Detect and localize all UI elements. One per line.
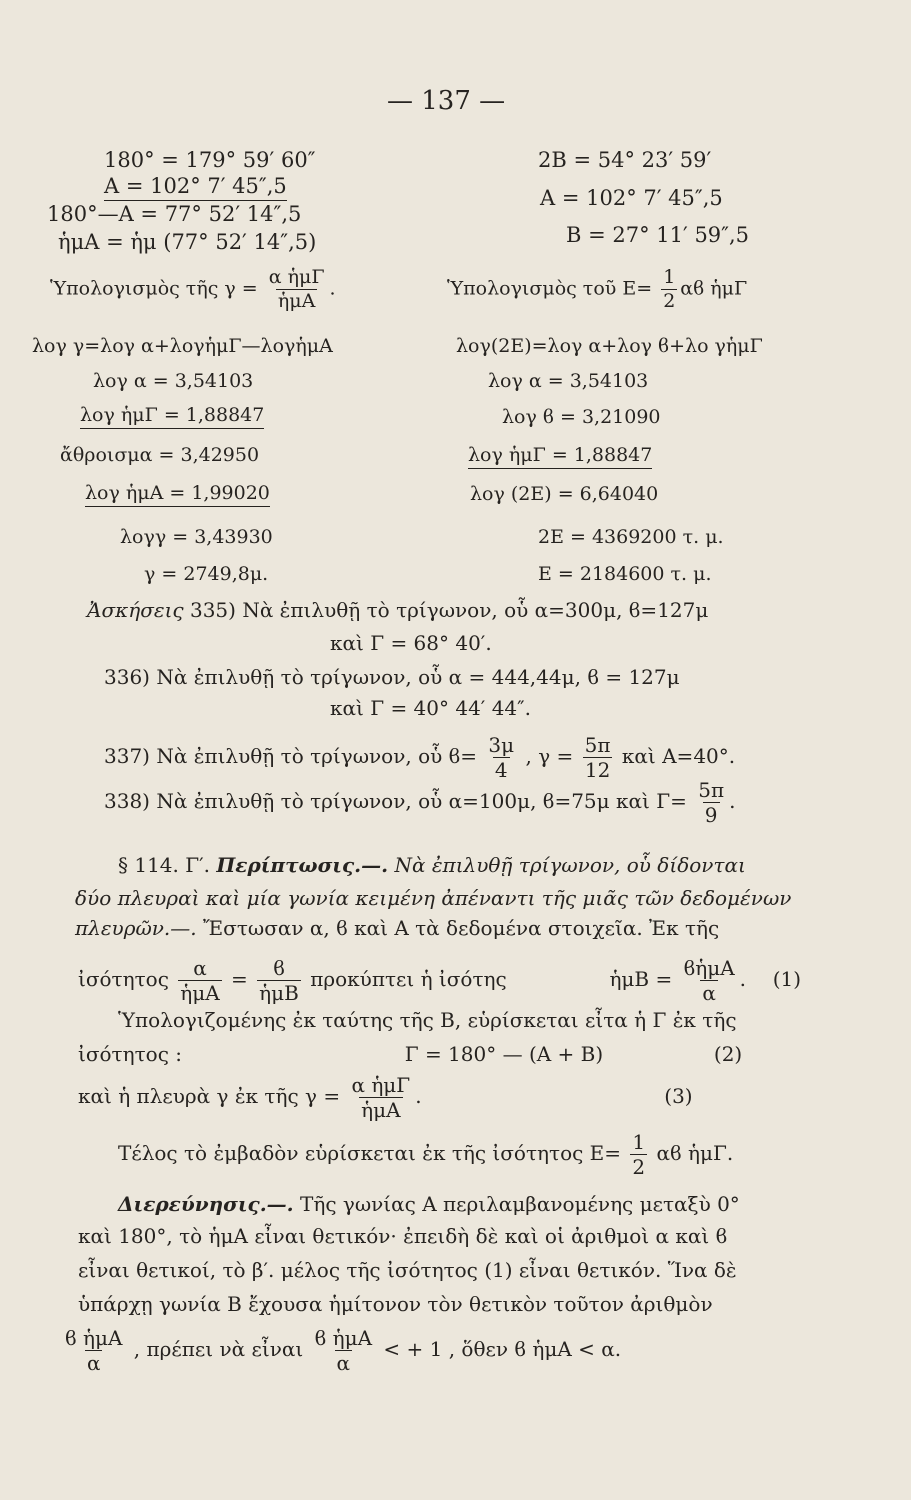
fraction-numerator: 1 — [632, 1130, 646, 1154]
right-heading-end: αϐ ἡμΓ — [680, 277, 748, 300]
fraction-denominator: α — [702, 981, 716, 1005]
fraction-denominator: 9 — [704, 803, 718, 827]
equation-1-equals: = — [231, 967, 248, 991]
exercise-338-text: 338) Νὰ ἐπιλυθῇ τὸ τρίγωνον, οὗ α=100μ, ϐ=75μ καὶ Γ= — [104, 789, 687, 813]
exercise-338 — [104, 780, 832, 825]
fraction-denominator: ἡμA — [277, 290, 316, 312]
fraction-numerator: 5π — [584, 733, 611, 757]
exercises-label: Ἀσκήσεις — [87, 598, 184, 622]
section-line-3 — [75, 918, 803, 938]
discussion-line-5-text: , πρέπει νὰ εἶναι — [133, 1337, 304, 1361]
fraction-denominator: 12 — [584, 758, 611, 782]
discussion-line-5-end: < + 1 , ὅθεν ϐ ἡμA < α. — [383, 1337, 622, 1361]
left-log-4: λογ ἡμA = 1,99020 — [85, 484, 270, 507]
fraction-denominator: 4 — [494, 758, 508, 782]
discussion-line-5 — [60, 1328, 788, 1373]
section-number: § 114. Γ′. — [118, 853, 211, 877]
fraction-denominator: ἡμA — [361, 1098, 401, 1122]
exercise-338-fraction — [696, 780, 726, 825]
exercise-337-text-3: καὶ A=40°. — [621, 744, 736, 768]
fraction-denominator: α — [336, 1351, 351, 1375]
left-log-5: λογγ = 3,43930 — [120, 526, 273, 548]
fraction-numerator: ϐ ἡμA — [314, 1326, 373, 1350]
exercise-338-end: . — [729, 789, 736, 813]
section-line-7-text: καὶ ἡ πλευρὰ γ ἐκ τῆς γ = — [78, 1084, 341, 1108]
discussion-fraction-1 — [63, 1328, 124, 1373]
right-log-2: λογ ϐ = 3,21090 — [502, 406, 661, 428]
section-line-5: Ὑπολογιζομένης ἐκ ταύτης τῆς B, εὑρίσκεται εἶτα ἡ Γ ἐκ τῆς — [118, 1008, 737, 1032]
section-title: Περίπτωσις.—. — [216, 853, 389, 877]
fraction-numerator: α ἡμΓ — [268, 266, 325, 288]
fraction-denominator: 2 — [632, 1155, 646, 1179]
section-heading-rest: Νὰ ἐπιλυθῇ τρίγωνον, οὗ δίδονται — [394, 853, 746, 877]
equation-1 — [78, 958, 806, 1003]
right-log-6: E = 2184600 τ. μ. — [538, 563, 712, 585]
right-heading-text: Ὑπολογισμὸς τοῦ E= — [447, 277, 653, 300]
discussion-line-1-text: Τῆς γωνίας A περιλαμβανομένης μεταξὺ 0° — [300, 1192, 740, 1216]
fraction-denominator: α — [86, 1351, 101, 1375]
right-row-1: 2B = 54° 23′ 59′ — [538, 148, 712, 172]
exercise-336: 336) Νὰ ἐπιλυθῇ τὸ τρίγωνον, οὗ α = 444,44μ, ϐ = 127μ — [104, 665, 680, 689]
fraction-denominator: ἡμA — [180, 981, 220, 1005]
section-line-8-text: Τέλος τὸ ἐμβαδὸν εὑρίσκεται ἐκ τῆς ἰσότητος E= — [118, 1141, 622, 1165]
section-line-3-text: Ἔστωσαν α, ϐ καὶ A τὰ δεδομένα στοιχεῖα. Ἐκ τῆς — [203, 916, 720, 940]
left-row-2: A = 102° 7′ 45″,5 — [104, 176, 287, 201]
right-heading-fraction — [661, 268, 677, 311]
section-line-6 — [78, 1044, 806, 1064]
right-row-2: A = 102° 7′ 45″,5 — [540, 186, 723, 210]
equation-3-number: (3) — [664, 1084, 693, 1108]
left-heading-fraction — [267, 268, 327, 311]
discussion-line-1 — [118, 1194, 846, 1214]
fraction-numerator: ϐ — [273, 956, 285, 980]
exercise-337-fraction-2 — [583, 735, 613, 780]
section-line-8 — [118, 1132, 846, 1177]
section-heading — [118, 855, 846, 875]
fraction-numerator: α ἡμΓ — [351, 1073, 411, 1097]
left-heading-end: . — [329, 277, 336, 300]
fraction-numerator: 1 — [663, 266, 676, 288]
fraction-denominator: 2 — [663, 290, 676, 312]
discussion-line-4: ὑπάρχῃ γωνία B ἔχουσα ἡμίτονον τὸν θετικὸν τοῦτον ἀριθμὸν — [78, 1292, 713, 1316]
left-log-3: ἄθροισμα = 3,42950 — [60, 444, 260, 466]
equation-1-fraction-1 — [178, 958, 221, 1003]
equation-1-number: (1) — [772, 967, 802, 991]
equation-2: Γ = 180° — (A + B) — [404, 1042, 604, 1066]
left-log-2: λογ ἡμΓ = 1,88847 — [80, 406, 264, 429]
left-equation: λογ γ=λογ α+λογἡμΓ—λογἡμA — [32, 335, 333, 357]
equation-1-label: ἰσότητος — [78, 967, 169, 991]
section-line-6-label: ἰσότητος : — [78, 1042, 182, 1066]
fraction-numerator: α — [193, 956, 207, 980]
discussion-line-2: καὶ 180°, τὸ ἡμA εἶναι θετικόν· ἐπειδὴ δὲ καὶ οἱ ἀριθμοὶ α καὶ ϐ — [78, 1224, 728, 1248]
right-log-4: λογ (2E) = 6,64040 — [470, 483, 659, 505]
equation-1-text: προκύπτει ἡ ἰσότης — [310, 967, 507, 991]
equation-2-number: (2) — [713, 1042, 743, 1066]
left-row-3: 180°—A = 77° 52′ 14″,5 — [47, 202, 302, 226]
exercise-337-text: 337) Νὰ ἐπιλυθῇ τὸ τρίγωνον, οὗ ϐ= — [104, 744, 478, 768]
fraction-denominator: ἡμB — [259, 981, 299, 1005]
fraction-numerator: 5π — [698, 778, 725, 802]
exercise-335-cont: καὶ Γ = 68° 40′. — [330, 631, 492, 655]
left-log-1: λογ α = 3,54103 — [93, 370, 254, 392]
discussion-label: Διερεύνησις.—. — [118, 1192, 294, 1216]
section-line-3-italic: πλευρῶν.—. — [75, 916, 197, 940]
left-row-1: 180° = 179° 59′ 60″ — [104, 148, 316, 172]
left-heading — [50, 268, 336, 311]
section-line-2: δύο πλευραὶ καὶ μία γωνία κειμένη ἀπέναντι τῆς μιᾶς τῶν δεδομένων — [75, 886, 792, 910]
equation-3-fraction — [349, 1075, 412, 1120]
section-line-8-end: αϐ ἡμΓ. — [656, 1141, 734, 1165]
left-row-4: ἡμA = ἡμ (77° 52′ 14″,5) — [58, 230, 317, 254]
right-heading — [447, 268, 747, 311]
equation-1-fraction-2 — [257, 958, 301, 1003]
equation-3-end: . — [415, 1084, 422, 1108]
discussion-line-3: εἶναι θετικοί, τὸ β′. μέλος τῆς ἰσότητος (1) εἶναι θετικόν. Ἵνα δὲ — [78, 1258, 737, 1282]
fraction-numerator: ϐ ἡμA — [65, 1326, 123, 1350]
equation-1-fraction-3 — [682, 958, 737, 1003]
fraction-numerator: ϐἡμA — [683, 956, 735, 980]
fraction-numerator: 3μ — [488, 733, 515, 757]
equation-1-end: . — [739, 967, 747, 991]
page-number: — 137 — — [387, 86, 506, 116]
right-row-3: B = 27° 11′ 59″,5 — [566, 223, 750, 247]
exercise-335 — [87, 600, 815, 620]
left-heading-text: Ὑπολογισμὸς τῆς γ = — [50, 277, 258, 300]
exercise-335-text: 335) Νὰ ἐπιλυθῇ τὸ τρίγωνον, οὗ α=300μ, ϐ=127μ — [189, 598, 709, 622]
section-line-7 — [78, 1075, 806, 1120]
exercise-337-fraction-1 — [486, 735, 516, 780]
equation-1-lhs: ἡμB = — [609, 967, 673, 991]
exercise-336-cont: καὶ Γ = 40° 44′ 44″. — [330, 696, 531, 720]
right-equation: λογ(2E)=λογ α+λογ ϐ+λο γἡμΓ — [456, 335, 763, 357]
left-log-6: γ = 2749,8μ. — [144, 563, 269, 585]
exercise-337-text-2: , γ = — [525, 744, 574, 768]
right-log-3: λογ ἡμΓ = 1,88847 — [468, 446, 652, 469]
discussion-fraction-2 — [313, 1328, 374, 1373]
area-fraction — [630, 1132, 647, 1177]
right-log-5: 2E = 4369200 τ. μ. — [538, 526, 724, 548]
right-log-1: λογ α = 3,54103 — [488, 370, 649, 392]
exercise-337 — [104, 735, 832, 780]
